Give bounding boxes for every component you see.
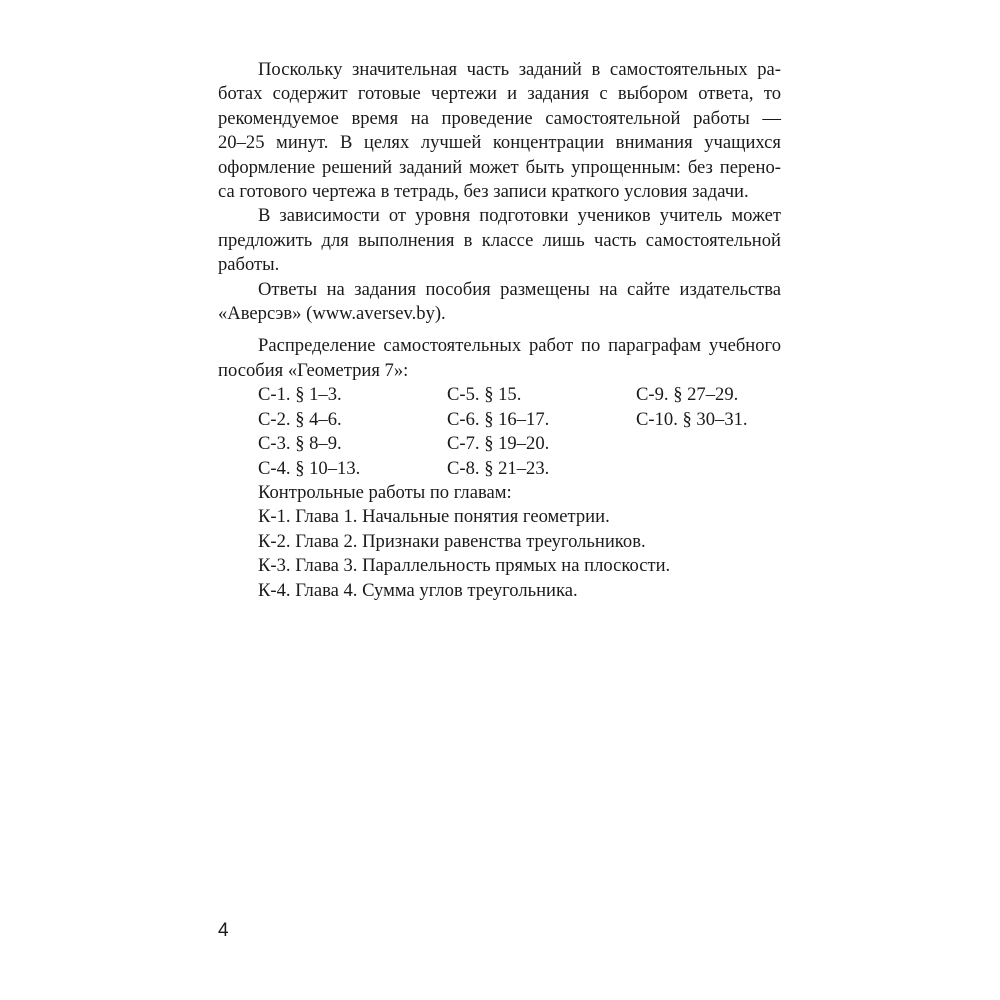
paragraph-partial-work: [218, 204, 781, 277]
paragraph-answers-site: [218, 278, 781, 327]
distribution-column-2: [447, 383, 549, 481]
text-line: Распределение самостоятельных работ по параграфам учебного: [258, 335, 781, 357]
distribution-item: С-9. § 27–29.: [636, 384, 739, 406]
test-item: К-4. Глава 4. Сумма углов треугольника.: [258, 579, 578, 601]
test-item: К-2. Глава 2. Признаки равенства треугольников.: [258, 530, 646, 552]
distribution-column-3: [636, 383, 748, 432]
tests-list: [218, 481, 781, 603]
page-number: 4: [218, 920, 229, 941]
test-item: К-3. Глава 3. Параллельность прямых на плоскости.: [258, 555, 671, 577]
distribution-item: С-8. § 21–23.: [447, 457, 550, 479]
text-line: работы.: [218, 254, 280, 276]
text-line: Поскольку значительная часть заданий в самостоятельных ра-: [258, 59, 781, 80]
text-line: пособия «Геометрия 7»:: [218, 359, 409, 381]
tests-heading: Контрольные работы по главам:: [258, 481, 512, 503]
distribution-item: С-2. § 4–6.: [258, 408, 342, 430]
test-item: К-1. Глава 1. Начальные понятия геометрии.: [258, 506, 610, 528]
text-line: В зависимости от уровня подготовки учеников учитель может: [258, 205, 781, 227]
distribution-column-1: [258, 383, 360, 481]
distribution-item: С-3. § 8–9.: [258, 433, 342, 455]
distribution-table: [218, 383, 781, 481]
paragraph-distribution-intro: [218, 334, 781, 383]
text-line: ботах содержит готовые чертежи и задания с выбором ответа, то: [218, 83, 781, 105]
text-line: 20–25 минут. В целях лучшей концентрации внимания учащихся: [218, 132, 781, 154]
text-line: предложить для выполнения в классе лишь часть самостоятельной: [218, 229, 781, 251]
distribution-item: С-10. § 30–31.: [636, 408, 748, 430]
text-line: Ответы на задания пособия размещены на сайте издательства: [258, 278, 781, 300]
text-line: рекомендуемое время на проведение самостоятельной работы —: [218, 107, 781, 129]
text-line: оформление решений заданий может быть упрощенным: без перено-: [218, 156, 781, 178]
distribution-item: С-1. § 1–3.: [258, 384, 342, 406]
text-line: са готового чертежа в тетрадь, без записи краткого условия задачи.: [218, 181, 749, 203]
distribution-item: С-6. § 16–17.: [447, 408, 550, 430]
text-line: «Аверсэв» (www.aversev.by).: [218, 303, 446, 325]
distribution-item: С-5. § 15.: [447, 384, 522, 406]
page-body: [218, 58, 781, 603]
paragraph-lesson-time: [218, 58, 781, 204]
distribution-item: С-7. § 19–20.: [447, 433, 550, 455]
distribution-item: С-4. § 10–13.: [258, 457, 361, 479]
